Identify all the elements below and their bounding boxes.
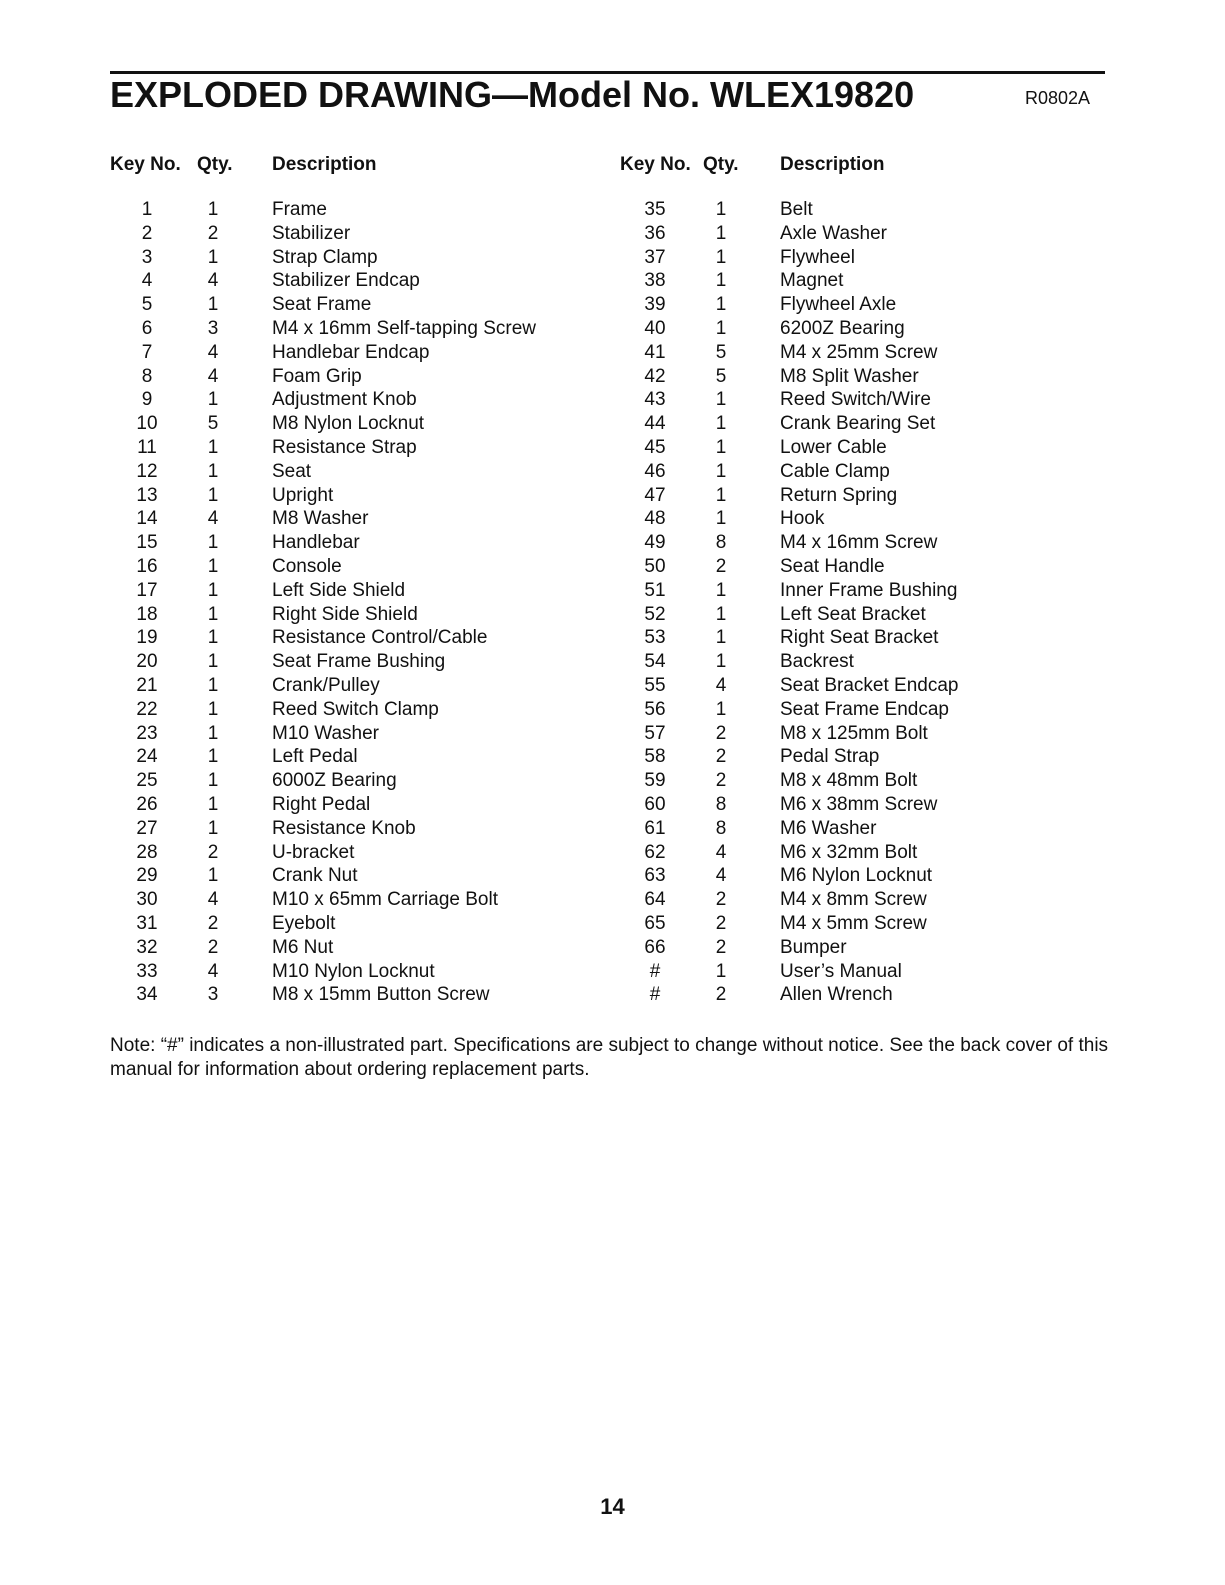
table-row [0,650,1225,674]
right-part-qty: 8 [715,817,727,839]
right-part-key: # [649,984,661,1006]
right-part-key: 55 [644,674,666,696]
left-part-qty: 1 [207,436,219,458]
right-part-key: 36 [644,222,666,244]
left-part-qty: 1 [207,722,219,744]
left-part-desc: M6 Nut [272,936,334,958]
table-row [0,222,1225,246]
left-part-desc: Left Side Shield [272,579,406,601]
right-part-qty: 2 [715,936,727,958]
left-part-key: 13 [136,484,158,506]
right-part-desc: Pedal Strap [780,746,880,768]
document-code: R0802A [1025,88,1091,108]
right-part-key: 50 [644,555,666,577]
right-part-key: 64 [644,889,666,911]
left-part-qty: 1 [207,746,219,768]
left-part-key: 33 [136,960,158,982]
page-number: 14 [600,1494,625,1519]
table-row [0,793,1225,817]
right-part-key: 47 [644,484,666,506]
right-part-qty: 8 [715,532,727,554]
left-part-qty: 1 [207,817,219,839]
left-part-key: 7 [141,341,153,363]
left-part-key: 32 [136,936,158,958]
left-part-key: 12 [136,460,158,482]
left-part-key: 24 [136,746,158,768]
left-part-key: 2 [141,222,153,244]
right-part-key: 44 [644,413,666,435]
right-part-desc: Crank Bearing Set [780,413,936,435]
left-part-qty: 1 [207,460,219,482]
left-part-desc: Console [272,555,342,577]
right-part-desc: M8 Split Washer [780,365,919,387]
right-part-key: 49 [644,532,666,554]
left-part-key: 3 [141,246,153,268]
left-part-qty: 2 [207,222,219,244]
table-row [0,817,1225,841]
table-row [0,888,1225,912]
table-row [0,365,1225,389]
right-part-desc: Right Seat Bracket [780,627,939,649]
left-part-desc: Foam Grip [272,365,362,387]
left-part-key: 11 [137,436,157,458]
left-part-desc: Stabilizer Endcap [272,270,420,292]
left-part-qty: 4 [207,889,219,911]
right-description-header: Description [780,154,885,175]
right-part-key: 61 [644,817,666,839]
table-row [0,317,1225,341]
right-part-qty: 1 [715,960,727,982]
right-part-desc: M4 x 25mm Screw [780,341,938,363]
right-part-key: 65 [644,912,666,934]
left-part-desc: Resistance Strap [272,436,417,458]
left-part-desc: Adjustment Knob [272,389,417,411]
right-part-key: 41 [644,341,666,363]
right-part-desc: Seat Bracket Endcap [780,674,959,696]
left-part-qty: 1 [207,389,219,411]
right-part-key: 60 [644,793,666,815]
right-part-qty: 4 [715,865,727,887]
right-part-qty: 4 [715,674,727,696]
right-part-desc: Return Spring [780,484,898,506]
left-part-desc: U-bracket [272,841,355,863]
left-part-desc: Right Side Shield [272,603,418,625]
left-part-desc: M4 x 16mm Self-tapping Screw [272,317,536,339]
left-part-desc: Resistance Control/Cable [272,627,488,649]
left-part-key: 18 [136,603,158,625]
right-part-desc: Seat Frame Endcap [780,698,949,720]
left-part-desc: Strap Clamp [272,246,378,268]
left-part-key: 22 [136,698,158,720]
left-part-key: 14 [136,508,158,530]
left-part-qty: 1 [207,627,219,649]
right-part-desc: Magnet [780,270,844,292]
right-part-desc: Cable Clamp [780,460,890,482]
left-part-qty: 1 [207,793,219,815]
left-part-qty: 1 [207,484,219,506]
right-part-qty: 1 [715,698,727,720]
table-row [0,412,1225,436]
right-part-desc: Reed Switch/Wire [780,389,931,411]
left-part-qty: 2 [207,936,219,958]
left-part-desc: M8 x 15mm Button Screw [272,984,490,1006]
left-part-qty: 4 [207,960,219,982]
left-part-desc: M10 Nylon Locknut [272,960,435,982]
left-part-qty: 4 [207,508,219,530]
right-part-key: 56 [644,698,666,720]
table-row [0,769,1225,793]
table-row [0,579,1225,603]
table-row [0,745,1225,769]
right-part-desc: Allen Wrench [780,984,893,1006]
left-part-desc: Eyebolt [272,912,336,934]
right-part-key: 45 [644,436,666,458]
right-part-desc: Left Seat Bracket [780,603,926,625]
left-part-qty: 5 [207,413,219,435]
right-part-qty: 5 [715,365,727,387]
right-part-key: 66 [644,936,666,958]
page-title: EXPLODED DRAWING—Model No. WLEX19820 [110,74,915,115]
left-part-desc: Stabilizer [272,222,351,244]
right-part-qty: 1 [715,603,727,625]
table-row [0,722,1225,746]
right-part-key: 59 [644,770,666,792]
left-part-desc: Reed Switch Clamp [272,698,439,720]
parts-list [0,198,1225,1007]
left-part-key: 16 [136,555,158,577]
left-part-key: 27 [136,817,158,839]
right-part-qty: 1 [715,294,727,316]
left-part-desc: Seat Frame Bushing [272,651,446,673]
left-part-key: 6 [141,317,153,339]
right-part-qty: 1 [715,413,727,435]
left-part-desc: M10 Washer [272,722,379,744]
table-row [0,936,1225,960]
right-part-key: 54 [644,651,666,673]
right-part-key: 51 [644,579,666,601]
left-part-key: 9 [141,389,153,411]
table-row [0,198,1225,222]
left-part-key: 31 [136,912,158,934]
left-part-qty: 1 [207,199,219,220]
left-part-desc: Handlebar Endcap [272,341,430,363]
right-part-key: 43 [644,389,666,411]
right-part-desc: Inner Frame Bushing [780,579,958,601]
right-part-desc: M6 x 32mm Bolt [780,841,918,863]
right-part-qty: 1 [715,389,727,411]
right-part-desc: Seat Handle [780,555,885,577]
right-part-key: 38 [644,270,666,292]
right-part-key: 58 [644,746,666,768]
right-part-desc: Hook [780,508,825,530]
right-part-desc: Axle Washer [780,222,887,244]
left-part-qty: 1 [207,651,219,673]
right-part-key: 46 [644,460,666,482]
right-part-key: 37 [644,246,666,268]
right-part-desc: M8 x 48mm Bolt [780,770,918,792]
right-part-desc: Belt [780,199,813,220]
right-part-qty: 2 [715,555,727,577]
left-part-key: 17 [136,579,158,601]
left-part-key: 28 [136,841,158,863]
right-part-key: # [649,960,661,982]
table-row [0,436,1225,460]
left-part-qty: 4 [207,270,219,292]
right-part-desc: Flywheel [780,246,855,268]
left-part-qty: 1 [207,579,219,601]
left-key-header: Key No. [110,154,181,175]
right-part-desc: M4 x 8mm Screw [780,889,927,911]
left-part-qty: 1 [207,865,219,887]
right-part-key: 40 [644,317,666,339]
right-part-key: 48 [644,508,666,530]
right-part-qty: 2 [715,746,727,768]
left-part-desc: Seat [272,460,312,482]
left-part-desc: M10 x 65mm Carriage Bolt [272,889,498,911]
table-row [0,674,1225,698]
left-part-desc: Crank/Pulley [272,674,380,696]
right-part-desc: 6200Z Bearing [780,317,905,339]
right-part-qty: 2 [715,722,727,744]
left-part-qty: 2 [207,912,219,934]
left-part-qty: 3 [207,984,219,1006]
right-part-qty: 8 [715,793,727,815]
right-part-qty: 2 [715,984,727,1006]
left-part-qty: 1 [207,603,219,625]
left-part-qty: 1 [207,698,219,720]
right-part-qty: 1 [715,199,727,220]
left-part-key: 10 [136,413,158,435]
left-part-key: 4 [141,270,153,292]
right-part-qty: 4 [715,841,727,863]
table-row [0,626,1225,650]
right-part-qty: 2 [715,770,727,792]
left-part-key: 15 [136,532,158,554]
right-part-qty: 5 [715,341,727,363]
footnote: Note: “#” indicates a non-illustrated part. Specifications are subject to change without notice. See the back cover of this manual for information about ordering replacement parts. [110,1035,1109,1080]
left-part-desc: Resistance Knob [272,817,416,839]
right-part-desc: M8 x 125mm Bolt [780,722,928,744]
left-part-desc: Right Pedal [272,793,371,815]
left-part-key: 34 [136,984,158,1006]
right-part-key: 42 [644,365,666,387]
right-part-qty: 1 [715,270,727,292]
left-part-key: 19 [136,627,158,649]
right-part-qty: 1 [715,627,727,649]
right-part-desc: M6 x 38mm Screw [780,793,938,815]
left-part-qty: 1 [207,674,219,696]
left-part-key: 20 [136,651,158,673]
right-part-qty: 2 [715,912,727,934]
left-part-key: 26 [136,793,158,815]
right-part-qty: 1 [715,460,727,482]
table-row [0,269,1225,293]
table-row [0,960,1225,984]
table-row [0,912,1225,936]
left-part-key: 21 [136,674,158,696]
left-qty-header: Qty. [197,154,233,175]
table-row [0,460,1225,484]
left-part-desc: Seat Frame [272,294,372,316]
right-part-qty: 1 [715,484,727,506]
left-part-qty: 3 [207,317,219,339]
left-part-key: 30 [136,889,158,911]
right-part-desc: M6 Washer [780,817,877,839]
right-part-qty: 1 [715,579,727,601]
right-part-key: 63 [644,865,666,887]
right-part-desc: Flywheel Axle [780,294,897,316]
right-part-qty: 1 [715,651,727,673]
left-part-qty: 4 [207,365,219,387]
left-description-header: Description [272,154,377,175]
right-part-desc: Bumper [780,936,847,958]
right-part-key: 62 [644,841,666,863]
right-part-desc: M6 Nylon Locknut [780,865,933,887]
table-row [0,293,1225,317]
left-part-qty: 4 [207,341,219,363]
table-row [0,531,1225,555]
table-row [0,841,1225,865]
left-part-qty: 1 [207,770,219,792]
left-part-qty: 1 [207,532,219,554]
table-row [0,484,1225,508]
left-part-qty: 1 [207,555,219,577]
table-row [0,341,1225,365]
right-part-qty: 2 [715,889,727,911]
left-part-desc: 6000Z Bearing [272,770,397,792]
left-part-qty: 2 [207,841,219,863]
right-part-desc: User’s Manual [780,960,902,982]
left-part-qty: 1 [207,246,219,268]
left-part-desc: M8 Nylon Locknut [272,413,425,435]
right-part-qty: 1 [715,317,727,339]
table-row [0,555,1225,579]
right-part-key: 52 [644,603,666,625]
table-row [0,603,1225,627]
right-qty-header: Qty. [703,154,739,175]
table-row [0,864,1225,888]
left-part-desc: Left Pedal [272,746,358,768]
left-part-key: 23 [136,722,158,744]
table-row [0,983,1225,1007]
right-part-desc: M4 x 16mm Screw [780,532,938,554]
right-part-desc: M4 x 5mm Screw [780,912,927,934]
left-part-qty: 1 [207,294,219,316]
left-part-key: 1 [141,199,153,220]
table-row [0,698,1225,722]
right-part-desc: Lower Cable [780,436,887,458]
right-part-qty: 1 [715,436,727,458]
left-part-desc: Crank Nut [272,865,358,887]
right-key-header: Key No. [620,154,691,175]
table-row [0,246,1225,270]
left-part-desc: M8 Washer [272,508,369,530]
right-part-desc: Backrest [780,651,854,673]
right-part-key: 53 [644,627,666,649]
right-part-key: 39 [644,294,666,316]
left-part-key: 5 [141,294,153,316]
right-part-key: 35 [644,199,666,220]
right-part-key: 57 [644,722,666,744]
left-part-key: 25 [136,770,158,792]
right-part-qty: 1 [715,508,727,530]
left-part-desc: Upright [272,484,334,506]
table-row [0,388,1225,412]
left-part-key: 29 [136,865,158,887]
right-part-qty: 1 [715,222,727,244]
left-part-key: 8 [141,365,153,387]
left-part-desc: Frame [272,199,327,220]
right-part-qty: 1 [715,246,727,268]
left-part-desc: Handlebar [272,532,360,554]
table-row [0,507,1225,531]
